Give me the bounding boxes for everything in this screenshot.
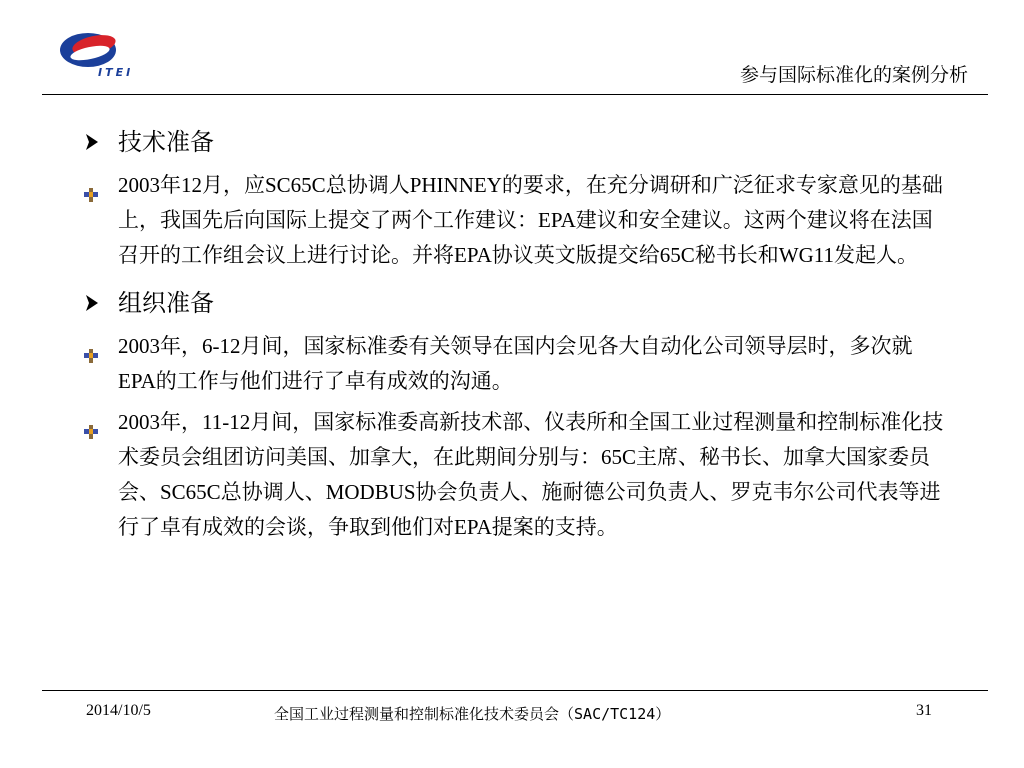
list-item-text: 2003年，6-12月间，国家标准委有关领导在国内会见各大自动化公司领导层时，多次就EPA的工作与他们进行了卓有成效的沟通。	[118, 334, 913, 393]
arrow-bullet-icon	[84, 283, 104, 323]
footer-organization: 全国工业过程测量和控制标准化技术委员会（SAC/TC124）	[274, 705, 671, 723]
logo-emblem-icon	[56, 28, 142, 78]
itei-logo	[56, 28, 142, 78]
logo-text: ITEI	[98, 66, 134, 78]
slide-content	[84, 122, 964, 551]
arrow-bullet-icon	[84, 122, 104, 162]
list-item-text: 2003年，11-12月间，国家标准委高新技术部、仪表所和全国工业过程测量和控制标准化技术委员会组团访问美国、加拿大，在此期间分别与：65C主席、秘书长、加拿大国家委员会、SC65C总协调人、MODBUS协会负责人、施耐德公司负责人、罗克韦尔公司代表等进行了卓有成效的会谈，争取到他们对EPA提案的支持。	[118, 410, 944, 539]
section-heading	[84, 283, 964, 323]
list-item-text: 2003年12月，应SC65C总协调人PHINNEY的要求，在充分调研和广泛征求专家意见的基础上，我国先后向国际上提交了两个工作建议：EPA建议和安全建议。这两个建议将在法国召开的工作组会议上进行讨论。并将EPA协议英文版提交给65C秘书长和WG11发起人。	[118, 173, 943, 267]
section-heading-text: 技术准备	[118, 128, 214, 156]
list-item	[84, 168, 944, 273]
footer-date: 2014/10/5	[86, 702, 151, 719]
footer-divider	[42, 690, 988, 691]
section-heading-text: 组织准备	[118, 289, 214, 317]
square-bullet-icon	[84, 339, 98, 353]
list-item	[84, 405, 944, 545]
section-heading	[84, 122, 964, 162]
page-number: 31	[916, 702, 932, 719]
square-bullet-icon	[84, 415, 98, 429]
slide-title: 参与国际标准化的案例分析	[739, 64, 968, 86]
header-divider	[42, 94, 988, 95]
list-item	[84, 329, 944, 399]
square-bullet-icon	[84, 178, 98, 192]
